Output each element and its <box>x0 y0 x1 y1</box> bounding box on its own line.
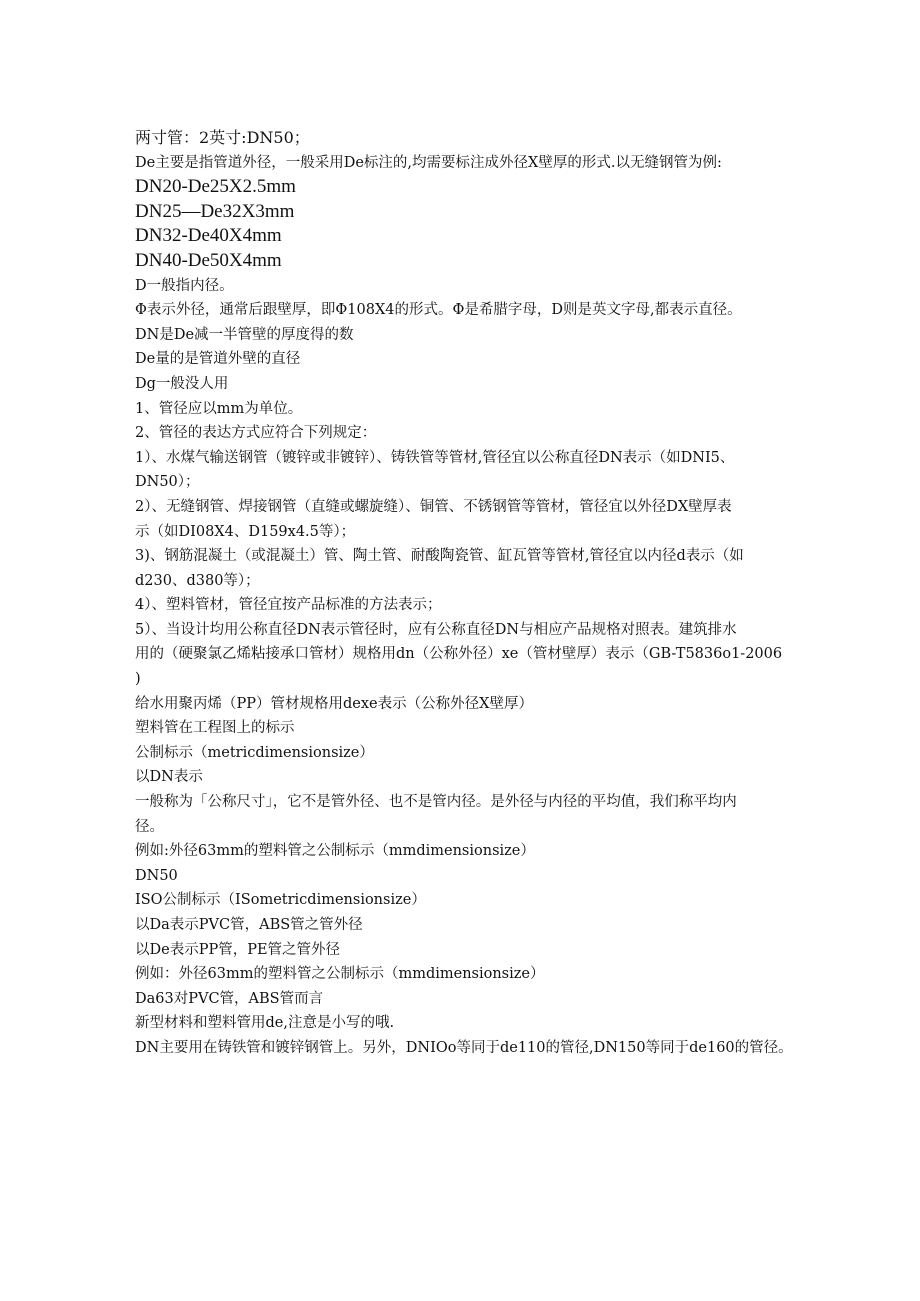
text-line: ) <box>135 671 141 688</box>
text-line: 2、管径的表达方式应符合下列规定： <box>135 425 377 442</box>
text-line: 公制标示（metricdimensionsize） <box>135 744 374 761</box>
text-line: Dg一般没人用 <box>135 375 229 392</box>
text-line: 2）、无缝钢管、焊接钢管（直缝或螺旋缝）、铜管、不锈钢管等管材，管径宜以外径DX壁厚表 <box>135 498 732 515</box>
text-line: 塑料管在工程图上的标示 <box>135 720 295 737</box>
text-line: De量的是管道外壁的直径 <box>135 351 301 368</box>
text-line: 两寸管：2英寸:DN50； <box>135 128 310 147</box>
text-line: De主要是指管道外径，一般采用De标注的,均需要标注成外径X壁厚的形式.以无缝钢管为例: <box>135 154 722 171</box>
spec-example-line: DN25—De32X3mm <box>135 200 295 222</box>
spec-example-line: DN32-De40X4mm <box>135 225 282 247</box>
text-line: 用的（硬聚氯乙烯粘接承口管材）规格用dn（公称外径）xe（管材壁厚）表示（GB-T5836o1-2006 <box>135 646 783 663</box>
text-line: DN主要用在铸铁管和镀锌钢管上。另外，DNIOo等同于de110的管径,DN150等同于de160的管径。 <box>135 1039 793 1056</box>
text-line: 5）、当设计均用公称直径DN表示管径时，应有公称直径DN与相应产品规格对照表。建筑排水 <box>135 621 737 638</box>
text-line: 给水用聚丙烯（PP）管材规格用dexe表示（公称外径X壁厚） <box>135 695 533 712</box>
text-line: DN是De减一半管壁的厚度得的数 <box>135 326 354 343</box>
spec-example-line: DN40-De50X4mm <box>135 249 282 271</box>
text-line: 示（如DI08X4、D159x4.5等）； <box>135 523 356 540</box>
spec-example-line: DN20-De25X2.5mm <box>135 176 296 198</box>
text-line: 4）、塑料管材，管径宜按产品标准的方法表示； <box>135 597 442 614</box>
text-line: 以DN表示 <box>135 769 203 786</box>
text-line: ISO公制标示（ISometricdimensionsize） <box>135 892 426 909</box>
text-line: 一般称为「公称尺寸」，它不是管外径、也不是管内径。是外径与内径的平均值，我们称平均内 <box>135 794 737 811</box>
text-line: 径。 <box>135 818 164 835</box>
text-line: Da63对PVC管，ABS管而言 <box>135 990 324 1007</box>
text-line: DN50）； <box>135 474 200 491</box>
text-line: Φ表示外径，通常后跟壁厚，即Φ108X4的形式。Φ是希腊字母，D则是英文字母,都表示直径。 <box>135 302 742 319</box>
text-line: DN50 <box>135 867 178 884</box>
text-line: 例如:外径63mm的塑料管之公制标示（mmdimensionsize） <box>135 843 535 860</box>
text-line: 3)、钢筋混凝土（或混凝土）管、陶土管、耐酸陶瓷管、缸瓦管等管材,管径宜以内径d表示（如 <box>135 548 744 565</box>
text-line: 以De表示PP管，PE管之管外径 <box>135 941 341 958</box>
document-body <box>135 126 795 1061</box>
text-line: 新型材料和塑料管用de,注意是小写的哦. <box>135 1015 395 1032</box>
text-line: 例如：外径63mm的塑料管之公制标示（mmdimensionsize） <box>135 966 545 983</box>
text-line: 以Da表示PVC管，ABS管之管外径 <box>135 917 363 933</box>
text-line: D一般指内径。 <box>135 277 234 294</box>
text-line: d230、d380等）； <box>135 572 260 589</box>
text-line: 1）、水煤气输送钢管（镀锌或非镀锌）、铸铁管等管材,管径宜以公称直径DN表示（如DNI5、 <box>135 449 735 466</box>
text-line: 1、管径应以mm为单位。 <box>135 400 303 417</box>
